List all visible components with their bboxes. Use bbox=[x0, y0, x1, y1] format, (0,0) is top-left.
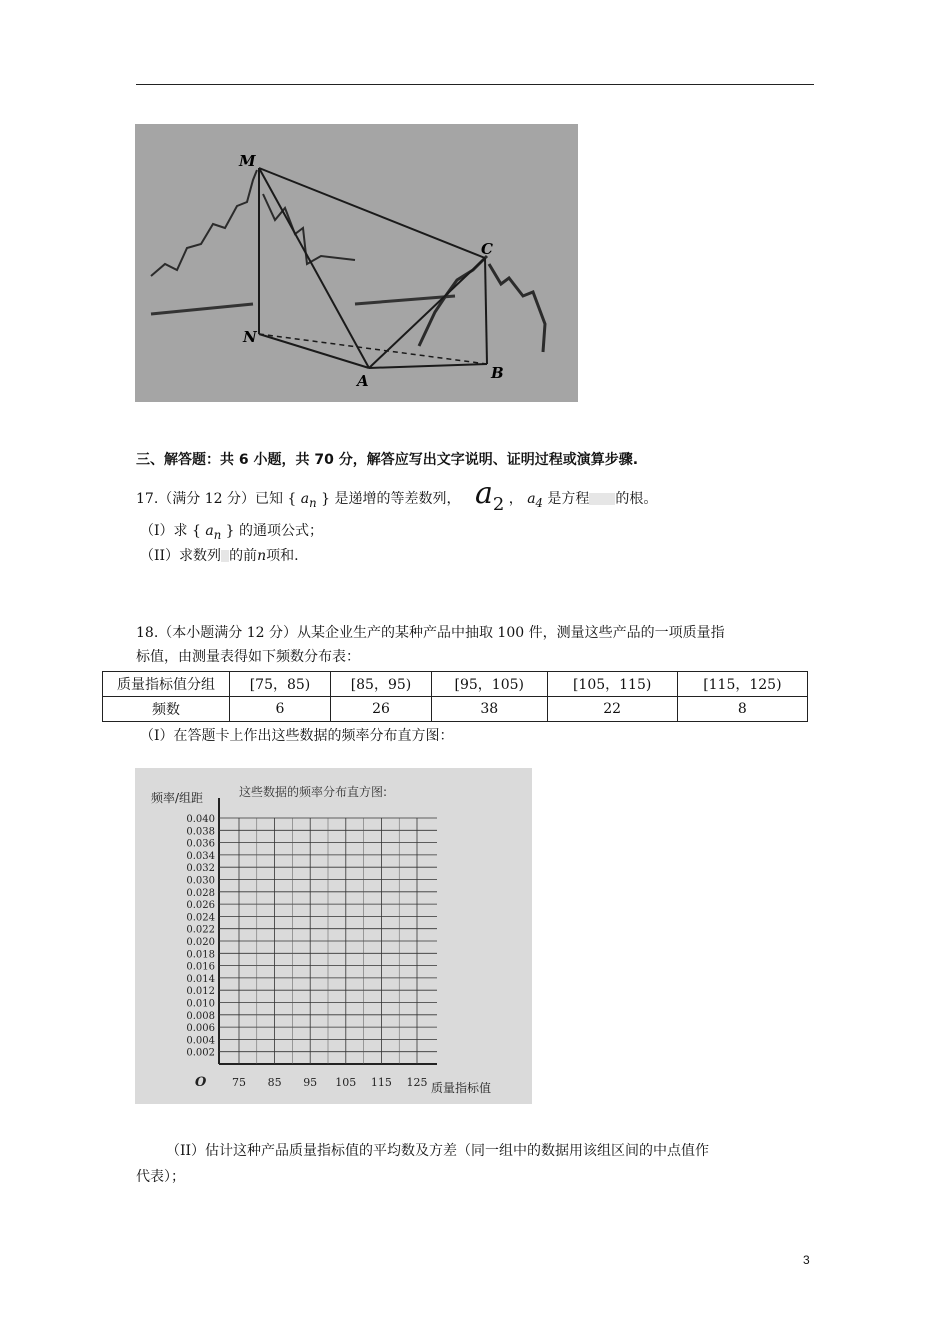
q18-stem-line1: 18.（本小题满分 12 分）从某企业生产的某种产品中抽取 100 件，测量这些产品的一项质量指 bbox=[136, 625, 725, 641]
table-row bbox=[103, 672, 808, 697]
q17-part1: （I）求 { $a_n$ } 的通项公式； bbox=[140, 523, 324, 542]
section-heading: 三、解答题：共 6 小题，共 70 分，解答应写出文字说明、证明过程或演算步骤. bbox=[136, 452, 639, 468]
y-tick-label: 0.004 bbox=[186, 1035, 215, 1047]
y-tick-label: 0.022 bbox=[186, 924, 215, 936]
equation-placeholder bbox=[589, 493, 615, 505]
y-tick-label: 0.038 bbox=[186, 826, 215, 838]
label-M: M bbox=[239, 152, 256, 170]
y-tick-label: 0.034 bbox=[186, 850, 215, 862]
q17-stem bbox=[136, 476, 658, 515]
x-axis-label: 质量指标值 bbox=[431, 1081, 492, 1095]
a4-term: $a_4$ bbox=[527, 491, 543, 510]
y-tick-label: 0.002 bbox=[186, 1047, 215, 1059]
table-row bbox=[103, 697, 808, 722]
histogram-svg bbox=[135, 768, 532, 1104]
table-cell: [85，95) bbox=[330, 672, 431, 697]
y-tick-label: 0.016 bbox=[186, 961, 215, 973]
q18-part1: （I）在答题卡上作出这些数据的频率分布直方图： bbox=[140, 728, 454, 744]
page-number: 3 bbox=[803, 1253, 810, 1267]
table-cell: 22 bbox=[547, 697, 677, 722]
y-tick-label: 0.036 bbox=[186, 838, 215, 850]
q17-comma: ， bbox=[508, 491, 523, 507]
y-tick-label: 0.008 bbox=[186, 1010, 215, 1022]
table-cell: 26 bbox=[330, 697, 431, 722]
table-header-cell: 频数 bbox=[103, 697, 230, 722]
y-tick-label: 0.020 bbox=[186, 937, 215, 948]
table-cell: 6 bbox=[230, 697, 331, 722]
sequence-placeholder bbox=[221, 550, 229, 562]
q18-part2-line1: （II）估计这种产品质量指标值的平均数及方差（同一组中的数据用该组区间的中点值作 bbox=[166, 1143, 710, 1159]
y-tick-label: 0.012 bbox=[186, 986, 215, 998]
origin-label: O bbox=[195, 1075, 207, 1090]
y-tick-label: 0.006 bbox=[186, 1023, 215, 1035]
y-tick-label: 0.028 bbox=[186, 887, 215, 899]
geometry-figure-svg bbox=[135, 124, 578, 402]
q17-prefix: 17.（满分 12 分）已知 { bbox=[136, 491, 297, 507]
a2-term: $a_2$ bbox=[474, 476, 505, 515]
x-tick-label: 95 bbox=[303, 1076, 318, 1089]
label-A: A bbox=[357, 372, 369, 390]
y-tick-label: 0.014 bbox=[186, 973, 215, 985]
q17-part2: （II）求数列 的前n项和. bbox=[140, 548, 299, 564]
table-header-cell: 质量指标值分组 bbox=[103, 672, 230, 697]
x-tick-label: 125 bbox=[406, 1076, 428, 1089]
x-tick-label: 115 bbox=[370, 1076, 392, 1089]
table-cell: [95，105) bbox=[431, 672, 547, 697]
y-tick-label: 0.024 bbox=[186, 912, 215, 924]
label-C: C bbox=[481, 240, 493, 258]
y-tick-label: 0.040 bbox=[186, 814, 215, 825]
table-cell: [115，125) bbox=[677, 672, 807, 697]
geometry-figure bbox=[135, 124, 578, 402]
q17-tail: 的根。 bbox=[615, 491, 658, 507]
seq-a-n: $a_n$ bbox=[300, 491, 317, 510]
x-tick-label: 105 bbox=[335, 1076, 357, 1089]
table-cell: 8 bbox=[677, 697, 807, 722]
label-B: B bbox=[491, 364, 504, 382]
y-tick-label: 0.010 bbox=[186, 998, 215, 1010]
x-tick-label: 75 bbox=[232, 1076, 246, 1089]
label-N: N bbox=[243, 328, 257, 346]
table-cell: [75，85) bbox=[230, 672, 331, 697]
q17-end: 是方程 bbox=[547, 491, 590, 507]
frequency-table bbox=[102, 671, 808, 722]
table-cell: 38 bbox=[431, 697, 547, 722]
y-axis-label: 频率/组距 bbox=[151, 791, 204, 805]
y-tick-label: 0.032 bbox=[186, 863, 215, 875]
y-tick-label: 0.018 bbox=[186, 949, 215, 961]
y-tick-label: 0.030 bbox=[186, 875, 215, 887]
header-rule bbox=[136, 84, 814, 85]
histogram-title: 这些数据的频率分布直方图: bbox=[239, 785, 388, 799]
x-tick-label: 85 bbox=[267, 1076, 282, 1089]
q18-part2-line2: 代表）； bbox=[136, 1169, 185, 1185]
q18-stem-line2: 标值，由测量表得如下频数分布表： bbox=[136, 649, 360, 665]
histogram-figure bbox=[135, 768, 532, 1104]
q17-mid: } 是递增的等差数列， bbox=[321, 491, 461, 507]
y-tick-label: 0.026 bbox=[186, 900, 215, 912]
table-cell: [105，115) bbox=[547, 672, 677, 697]
